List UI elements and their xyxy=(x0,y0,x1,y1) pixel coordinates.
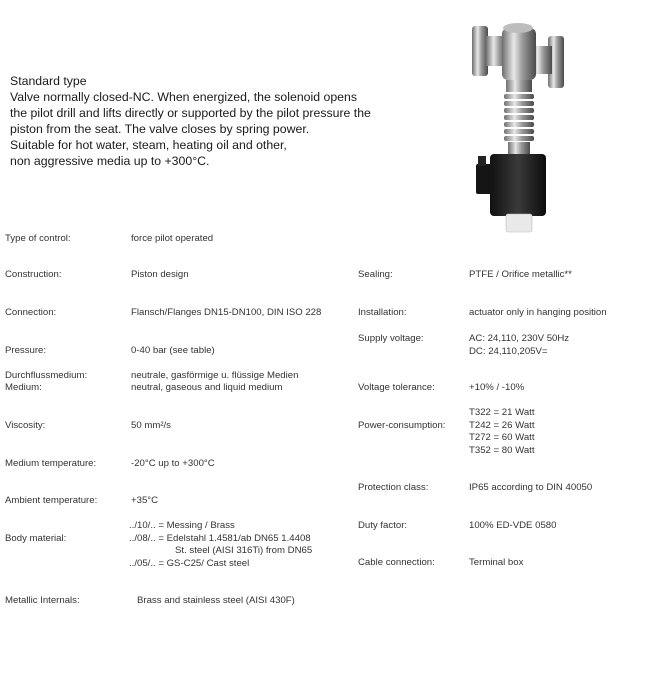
spec-label-body-material: Body material: xyxy=(5,533,67,544)
spec-label-supply-voltage: Supply voltage: xyxy=(358,333,424,344)
spec-label-medium: Medium: xyxy=(5,382,42,393)
spec-value-duty-factor: 100% ED-VDE 0580 xyxy=(469,520,557,531)
body-material-line: ../08/.. = Edelstahl 1.4581/ab DN65 1.4408 xyxy=(129,532,311,544)
spec-value-voltage-tolerance: +10% / -10% xyxy=(469,382,525,393)
spec-value-supply-voltage xyxy=(469,333,569,358)
intro-line: Suitable for hot water, steam, heating oil and other, xyxy=(10,138,287,152)
spec-value-power-consumption xyxy=(469,407,535,457)
spec-label-cable-connection: Cable connection: xyxy=(358,557,435,568)
intro-line: non aggressive media up to +300°C. xyxy=(10,154,210,168)
power-consumption-line: T352 = 80 Watt xyxy=(469,444,535,456)
supply-voltage-line: AC: 24,110, 230V 50Hz xyxy=(469,333,570,344)
spec-label-type-of-control: Type of control: xyxy=(5,233,71,244)
solenoid-valve-product-image xyxy=(468,14,578,236)
spec-label-metallic-internals: Metallic Internals: xyxy=(5,595,80,606)
body-material-line: St. steel (AISI 316Ti) from DN65 xyxy=(175,545,313,556)
spec-value-sealing: PTFE / Orifice metallic** xyxy=(469,269,572,280)
spec-value-ambient-temperature: +35°C xyxy=(131,495,159,506)
intro-line: Valve normally closed-NC. When energized, the solenoid opens xyxy=(10,90,358,104)
spec-value-metallic-internals: Brass and stainless steel (AISI 430F) xyxy=(137,595,295,606)
spec-value-medium: neutral, gaseous and liquid medium xyxy=(131,382,283,393)
spec-value-medium-de: neutrale, gasförmige u. flüssige Medien xyxy=(131,370,299,381)
supply-voltage-line: DC: 24,110,205V= xyxy=(469,345,548,357)
spec-value-medium-temperature: -20°C up to +300°C xyxy=(131,458,215,469)
spec-value-viscosity: 50 mm²/s xyxy=(131,420,171,431)
spec-value-connection: Flansch/Flanges DN15-DN100, DIN ISO 228 xyxy=(131,307,322,318)
spec-value-protection-class: IP65 according to DIN 40050 xyxy=(469,482,593,493)
spec-value-pressure: 0-40 bar (see table) xyxy=(131,345,215,356)
intro-line: the pilot drill and lifts directly or supported by the pilot pressure the xyxy=(10,106,371,120)
spec-label-power-consumption: Power-consumption: xyxy=(358,420,446,431)
spec-label-ambient-temperature: Ambient temperature: xyxy=(5,495,98,506)
spec-label-protection-class: Protection class: xyxy=(358,482,429,493)
valve-body xyxy=(502,28,536,80)
spec-value-body-material xyxy=(129,520,312,570)
spec-label-medium-de: Durchflussmedium: xyxy=(5,370,88,381)
left-flange xyxy=(472,26,488,76)
solenoid-coil xyxy=(490,154,546,216)
cooling-fins xyxy=(504,94,534,141)
body-material-line: ../10/.. = Messing / Brass xyxy=(129,520,235,531)
spec-label-medium-temperature: Medium temperature: xyxy=(5,458,97,469)
spec-label-viscosity: Viscosity: xyxy=(5,420,46,431)
spec-label-pressure: Pressure: xyxy=(5,345,47,356)
spec-value-construction: Piston design xyxy=(131,269,189,280)
power-consumption-line: T272 = 60 Watt xyxy=(469,432,535,443)
intro-description xyxy=(10,73,410,169)
terminal-box xyxy=(476,164,492,194)
spec-label-sealing: Sealing: xyxy=(358,269,393,280)
coil-cap xyxy=(506,214,532,232)
power-consumption-line: T322 = 21 Watt xyxy=(469,407,535,418)
body-material-line: ../05/.. = GS-C25/ Cast steel xyxy=(129,557,250,569)
spec-label-construction: Construction: xyxy=(5,269,62,280)
spec-label-duty-factor: Duty factor: xyxy=(358,520,408,531)
spec-value-type-of-control: force pilot operated xyxy=(131,233,214,244)
spec-value-installation: actuator only in hanging position xyxy=(469,307,607,318)
spec-value-cable-connection: Terminal box xyxy=(469,557,524,568)
spec-label-connection: Connection: xyxy=(5,307,57,318)
power-consumption-line: T242 = 26 Watt xyxy=(469,419,535,431)
intro-line: Standard type xyxy=(10,74,87,88)
intro-line: piston from the seat. The valve closes by spring power. xyxy=(10,122,310,136)
spec-label-voltage-tolerance: Voltage tolerance: xyxy=(358,382,435,393)
spec-label-installation: Installation: xyxy=(358,307,407,318)
